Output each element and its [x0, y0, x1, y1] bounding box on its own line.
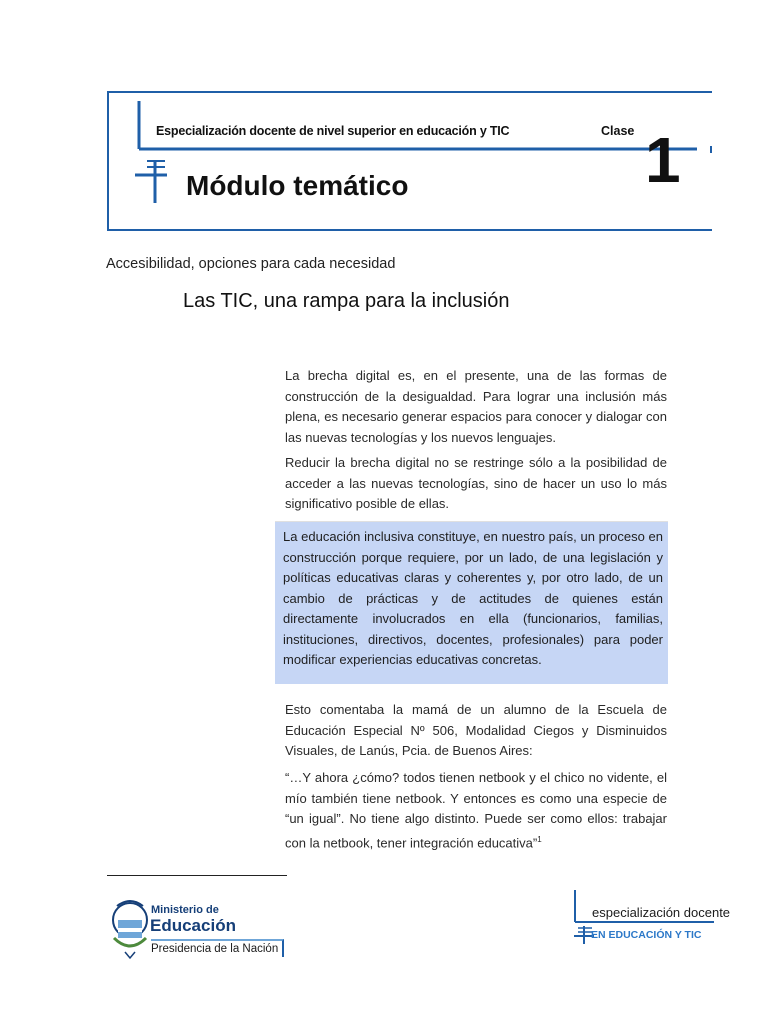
paragraph-3: Esto comentaba la mamá de un alumno de la Escuela de Educación Especial Nº 506, Modalidad Ciegos y Disminuidos Visuales, de Lanús, Pcia. de Buenos Aires:: [285, 702, 667, 758]
paragraph-4: [285, 768, 667, 853]
ministry-line-2: Educación: [150, 916, 236, 935]
brand-line-2: EN EDUCACIÓN Y TIC: [591, 929, 702, 941]
clase-number: 1: [645, 124, 681, 196]
module-title: Módulo temático: [186, 170, 409, 201]
footnote-marker[interactable]: 1: [537, 834, 542, 844]
clase-label: Clase: [601, 124, 635, 138]
paragraph-1: La brecha digital es, en el presente, una de las formas de construcción de la desigualdad. Para lograr una inclusión más plena, es necesario generar espacios para conocer y dialogar con las nuevas tecnologías y los nuevos lenguajes.: [285, 368, 667, 445]
ministry-seal-icon: [111, 898, 149, 960]
document-subtitle: Accesibilidad, opciones para cada necesidad: [106, 256, 396, 272]
ministry-line-1: Ministerio de: [151, 904, 219, 916]
highlight-text: La educación inclusiva constituye, en nuestro país, un proceso en construcción porque requiere, por un lado, de una legislación y políticas educativas claras y coherentes y, por otro lado, de un cambio de prácticas y de actitudes de quienes están directamente involucrados en ella (funcionarios, familias, instituciones, directivos, docentes, profesionales) para poder modificar experiencias educativas concretas.: [283, 529, 663, 667]
header-frame-icon: [107, 91, 713, 233]
program-title: Especialización docente de nivel superior en educación y TIC: [156, 124, 510, 138]
document-title: Las TIC, una rampa para la inclusión: [183, 290, 510, 312]
brand-line-1: especialización docente: [592, 905, 731, 920]
footnote-rule: [107, 875, 287, 876]
paragraph-2: Reducir la brecha digital no se restringe sólo a la posibilidad de acceder a las nuevas tecnologías, sino de hacer un uso lo más significativo posible de ellas.: [285, 455, 667, 511]
ministry-line-3: Presidencia de la Nación: [151, 939, 284, 957]
quote-text: “…Y ahora ¿cómo? todos tienen netbook y el chico no vidente, el mío también tiene netbook. Y entonces es como una especie de “un igual”. No tiene algo distinto. Puede ser como ellos: trabajar con la netbook, tener integración educativa”: [285, 770, 667, 850]
